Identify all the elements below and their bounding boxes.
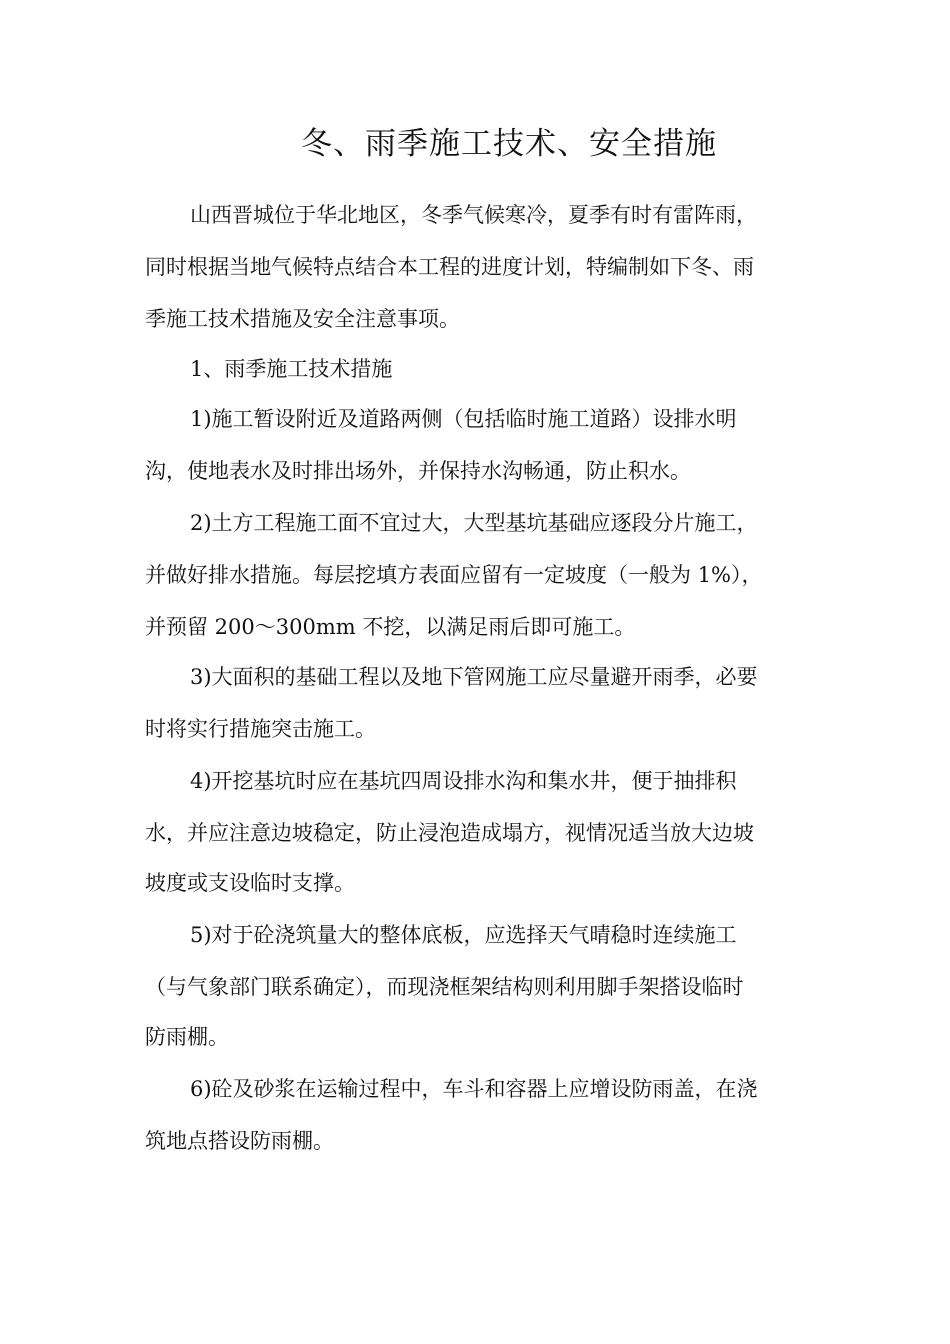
paragraph-line: 5)对于砼浇筑量大的整体底板，应选择天气晴稳时连续施工 [190,923,737,947]
paragraph-line: 时将实行措施突击施工。 [145,717,376,741]
paragraph-line: 并预留 200～300mm 不挖，以满足雨后即可施工。 [145,615,636,639]
paragraph-line: 同时根据当地气候特点结合本工程的进度计划，特编制如下冬、雨 [145,255,754,279]
paragraph-line: 沟，使地表水及时排出场外，并保持水沟畅通，防止积水。 [145,459,691,483]
paragraph-line: 筑地点搭设防雨棚。 [145,1129,334,1153]
paragraph-line: 并做好排水措施。每层挖填方表面应留有一定坡度（一般为 1%）， [145,563,763,587]
paragraph-line: 季施工技术措施及安全注意事项。 [145,307,460,331]
page-title: 冬、雨季施工技术、安全措施 [301,126,717,162]
paragraph-line: 坡度或支设临时支撑。 [145,871,355,895]
section-heading: 1、雨季施工技术措施 [190,357,393,381]
paragraph-line: 山西晋城位于华北地区，冬季气候寒冷，夏季有时有雷阵雨， [190,203,757,227]
paragraph-line: （与气象部门联系确定），而现浇框架结构则利用脚手架搭设临时 [145,975,744,999]
paragraph-line: 2)土方工程施工面不宜过大，大型基坑基础应逐段分片施工， [190,511,758,535]
paragraph-line: 4)开挖基坑时应在基坑四周设排水沟和集水井，便于抽排积 [190,769,737,793]
paragraph-line: 水，并应注意边坡稳定，防止浸泡造成塌方，视情况适当放大边坡 [145,821,754,845]
paragraph-line: 3)大面积的基础工程以及地下管网施工应尽量避开雨季，必要 [190,665,758,689]
paragraph-line: 6)砼及砂浆在运输过程中，车斗和容器上应增设防雨盖，在浇 [190,1077,758,1101]
paragraph-line: 1)施工暂设附近及道路两侧（包括临时施工道路）设排水明 [190,407,737,431]
paragraph-line: 防雨棚。 [145,1025,229,1049]
